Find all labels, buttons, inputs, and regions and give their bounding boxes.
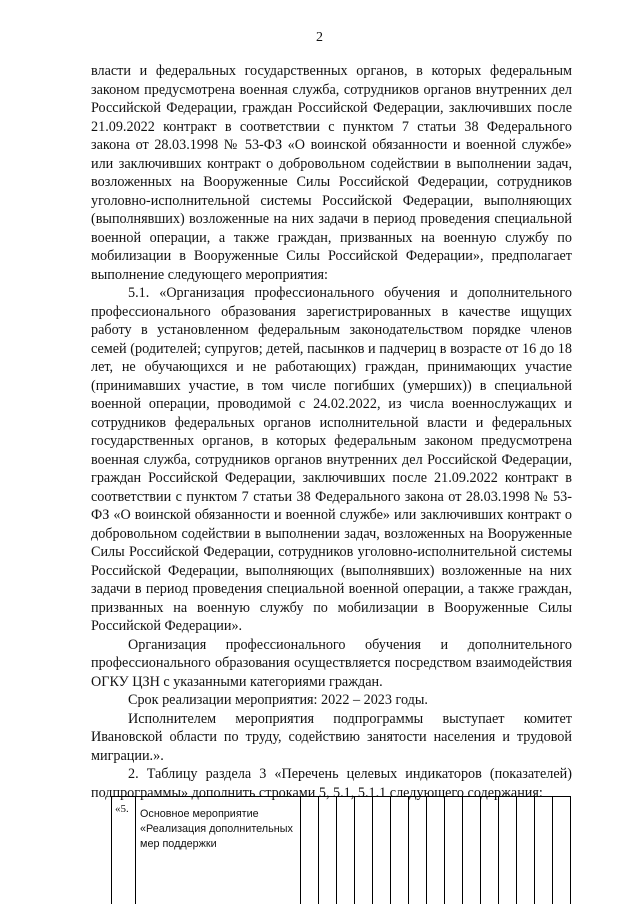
paragraph: Исполнителем мероприятия подпрограммы выступает комитет Ивановской области по труду, содействию занятости населения и трудовой миграции.». xyxy=(91,710,572,764)
table-cell xyxy=(318,797,336,904)
table-cell xyxy=(300,797,318,904)
paragraph: 2. Таблицу раздела 3 «Перечень целевых индикаторов (показателей) подпрограммы» дополнить строками 5, 5.1, 5.1.1 следующего содержания: xyxy=(91,766,572,801)
table-row xyxy=(112,797,571,904)
table-cell-name: Основное мероприятие «Реализация дополнительных мер поддержки xyxy=(136,797,301,904)
table-cell xyxy=(426,797,444,904)
table-cell xyxy=(498,797,516,904)
table-cell xyxy=(372,797,390,904)
table-cell xyxy=(354,797,372,904)
indicators-table xyxy=(111,796,571,904)
paragraph: 5.1. «Организация профессионального обучения и дополнительного профессионального образования зарегистрированных в качестве ищущих работу в установленном федеральным законодательством порядке членов семей (родителей; супругов; детей, пасынков и падчериц в возрасте от 16 до 18 лет, не обучающихся и не работающих) граждан, принимающих участие (принимавших участие, в том числе погибших (умерших)) в специальной военной операции, проводимой с 24.02.2022, из числа военнослужащих и сотрудников федеральных органов исполнительной власти и федеральных государственных органов, в которых федеральным законом предусмотрена военная служба, сотрудников органов внутренних дел Российской Федерации, граждан Российской Федерации, заключивших после 21.09.2022 контракт в соответствии с пунктом 7 статьи 38 Федерального закона от 28.03.1998 № 53-ФЗ «О воинской обязанности и военной службе» или заключивших контракт о добровольном содействии в выполнении задач, возложенных на Вооруженные Силы Российской Федерации, сотрудников уголовно-исполнительной системы Российской Федерации, выполняющих (выполнявших) возложенные на них задачи в период проведения специальной военной операции, а также граждан, призванных на военную службу по мобилизации в Вооруженные Силы Российской Федерации». xyxy=(91,285,572,634)
table-cell xyxy=(408,797,426,904)
paragraph: Организация профессионального обучения и дополнительного профессионального образования осуществляется посредством взаимодействия ОГКУ ЦЗН с указанными категориями граждан. xyxy=(91,636,572,690)
table-cell-number: «5. xyxy=(112,797,136,904)
table-cell xyxy=(516,797,534,904)
paragraph: Срок реализации мероприятия: 2022 – 2023 годы. xyxy=(128,692,428,708)
paragraph: власти и федеральных государственных органов, в которых федеральным законом предусмотрена военная служба, сотрудников органов внутренних дел Российской Федерации, граждан Российской Федерации, заключивших после 21.09.2022 контракт в соответствии с пунктом 7 статьи 38 Федерального закона от 28.03.1998 № 53-ФЗ «О воинской обязанности и военной службе» или заключивших контракт о добровольном содействии в выполнении задач, возложенных на Вооруженные Силы Российской Федерации, сотрудников уголовно-исполнительной системы Российской Федерации, выполняющих (выполнявших) возложенные на них задачи в период проведения специальной военной операции, а также граждан, призванных на военную службу по мобилизации в Вооруженные Силы Российской Федерации», предполагает выполнение следующего мероприятия: xyxy=(91,63,572,283)
page-number: 2 xyxy=(316,30,323,45)
document-body xyxy=(91,62,572,802)
table-cell xyxy=(336,797,354,904)
table-cell xyxy=(534,797,552,904)
table-cell xyxy=(480,797,498,904)
table-cell xyxy=(444,797,462,904)
table-cell xyxy=(552,797,570,904)
table-cell xyxy=(462,797,480,904)
table-cell xyxy=(390,797,408,904)
